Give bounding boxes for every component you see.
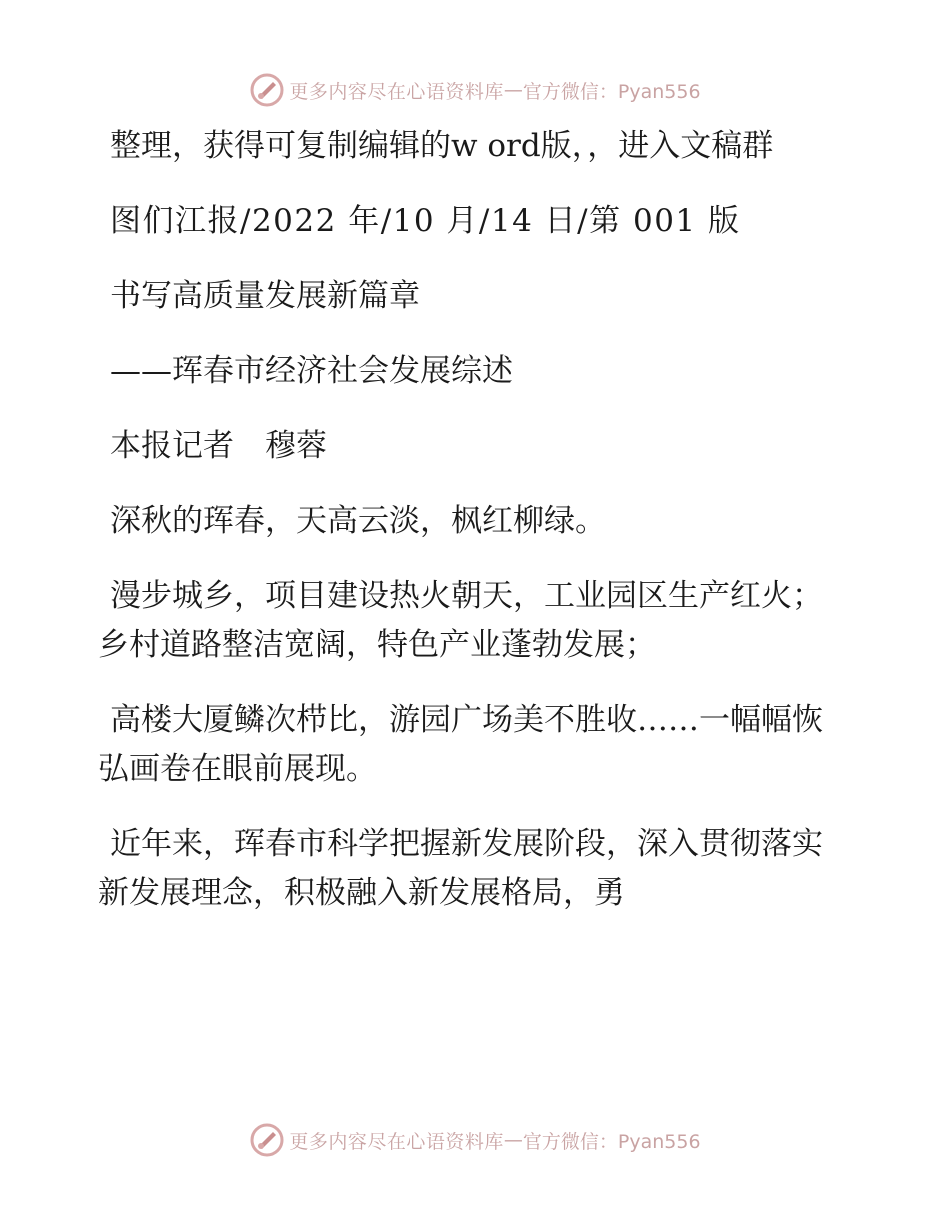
document-body <box>98 122 838 944</box>
article-subtitle: ——珲春市经济社会发展综述 <box>110 353 513 389</box>
article-title: 书写高质量发展新篇章 <box>110 278 420 314</box>
paragraph: 深秋的珲春，天高云淡，枫红柳绿。 <box>110 503 606 539</box>
watermark-footer <box>0 1120 950 1160</box>
watermark-text: 更多内容尽在心语资料库 <box>289 1130 504 1153</box>
watermark-contact: 官方微信：Pyan556 <box>522 1130 701 1153</box>
watermark-separator: — <box>503 1129 523 1151</box>
paragraph-intro: 整理，获得可复制编辑的w ord版，，进入文稿群 <box>110 128 774 164</box>
paragraph: 近年来，珲春市科学把握新发展阶段，深入贯彻落实新发展理念，积极融入新发展格局，勇 <box>98 826 823 911</box>
paragraph: 漫步城乡，项目建设热火朝天，工业园区生产红火；乡村道路整洁宽阔，特色产业蓬勃发展； <box>98 578 823 663</box>
article-byline: 本报记者 穆蓉 <box>110 428 327 464</box>
watermark-header <box>0 70 950 110</box>
logo-icon <box>249 1122 285 1158</box>
watermark-separator: — <box>503 79 523 101</box>
logo-icon <box>249 72 285 108</box>
paragraph-source: 图们江报/2022 年/10 月/14 日/第 001 版 <box>110 203 741 239</box>
paragraph: 高楼大厦鳞次栉比，游园广场美不胜收……一幅幅恢弘画卷在眼前展现。 <box>98 702 823 787</box>
watermark-text: 更多内容尽在心语资料库 <box>289 80 504 103</box>
watermark-contact: 官方微信：Pyan556 <box>522 80 701 103</box>
